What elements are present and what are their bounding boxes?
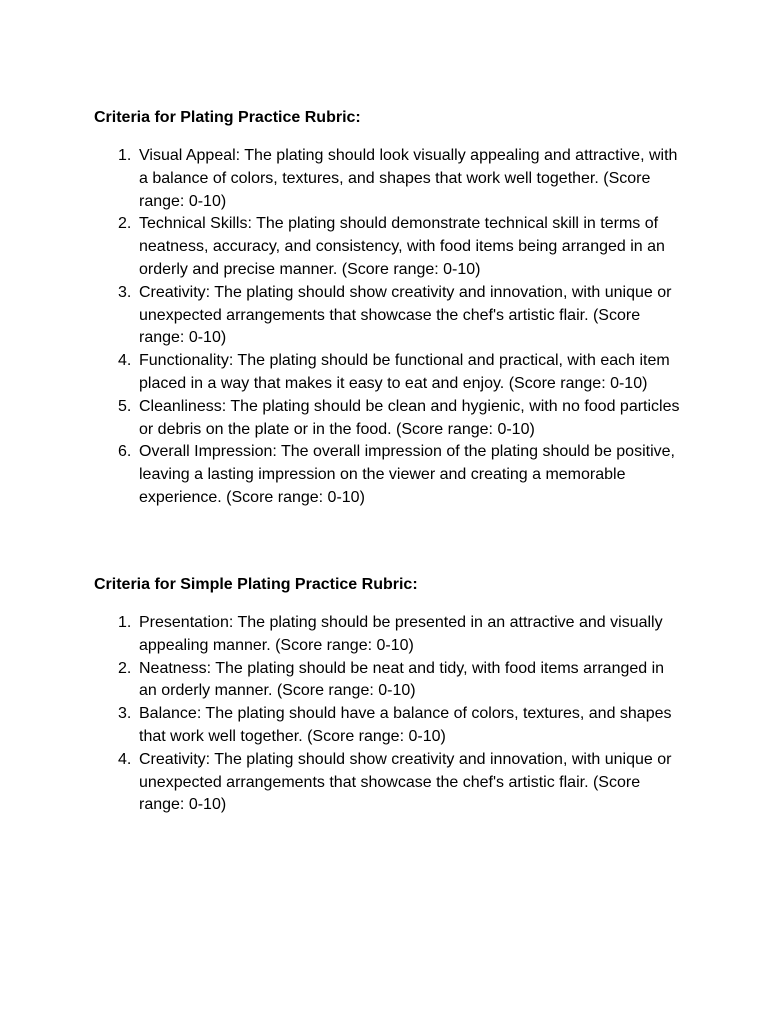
plating-rubric-section <box>94 107 684 510</box>
item-number: 6. <box>118 443 132 461</box>
criteria-item-visual-appeal <box>94 145 684 213</box>
item-number: 5. <box>118 397 132 415</box>
item-text: Overall Impression: The overall impression of the plating should be positive, leaving a lasting impression on the viewer and creating a memorable experience. (Score range: 0-10) <box>139 443 675 506</box>
simple-plating-rubric-section <box>94 574 684 817</box>
criteria-item-overall-impression <box>94 441 684 509</box>
criteria-item-technical-skills <box>94 213 684 281</box>
section-title: Criteria for Plating Practice Rubric: <box>94 109 361 126</box>
item-number: 4. <box>118 352 132 370</box>
item-text: Balance: The plating should have a balance of colors, textures, and shapes that work well together. (Score range: 0-10) <box>139 705 672 745</box>
item-text: Presentation: The plating should be presented in an attractive and visually appealing manner. (Score range: 0-10) <box>139 614 663 654</box>
item-text: Technical Skills: The plating should demonstrate technical skill in terms of neatness, accuracy, and consistency, with food items being arranged in an orderly and precise manner. (Score range: 0-10) <box>139 215 665 278</box>
item-number: 3. <box>118 283 132 301</box>
item-text: Functionality: The plating should be functional and practical, with each item placed in a way that makes it easy to eat and enjoy. (Score range: 0-10) <box>139 352 670 392</box>
criteria-item-creativity <box>94 749 684 817</box>
item-number: 4. <box>118 750 132 768</box>
criteria-list <box>94 145 684 510</box>
item-number: 1. <box>118 614 132 631</box>
criteria-list <box>94 612 684 817</box>
item-text: Neatness: The plating should be neat and tidy, with food items arranged in an orderly manner. (Score range: 0-10) <box>139 659 665 700</box>
item-text: Creativity: The plating should show creativity and innovation, with unique or unexpected arrangements that showcase the chef's artistic flair. (Score range: 0-10) <box>139 283 672 347</box>
item-number: 2. <box>118 659 132 677</box>
criteria-item-neatness <box>94 658 684 704</box>
criteria-item-creativity <box>94 282 684 350</box>
criteria-item-presentation <box>94 612 684 658</box>
item-text: Cleanliness: The plating should be clean and hygienic, with no food particles or debris on the plate or in the food. (Score range: 0-10) <box>139 397 680 438</box>
item-number: 3. <box>118 705 132 723</box>
criteria-item-balance <box>94 703 684 749</box>
criteria-item-cleanliness <box>94 396 684 442</box>
item-text: Creativity: The plating should show creativity and innovation, with unique or unexpected arrangements that showcase the chef's artistic flair. (Score range: 0-10) <box>139 750 672 814</box>
criteria-item-functionality <box>94 350 684 396</box>
item-number: 2. <box>118 215 132 233</box>
item-text: Visual Appeal: The plating should look visually appealing and attractive, with a balance of colors, textures, and shapes that work well together. (Score range: 0-10) <box>139 147 678 210</box>
section-title: Criteria for Simple Plating Practice Rubric: <box>94 576 418 593</box>
item-number: 1. <box>118 147 132 164</box>
